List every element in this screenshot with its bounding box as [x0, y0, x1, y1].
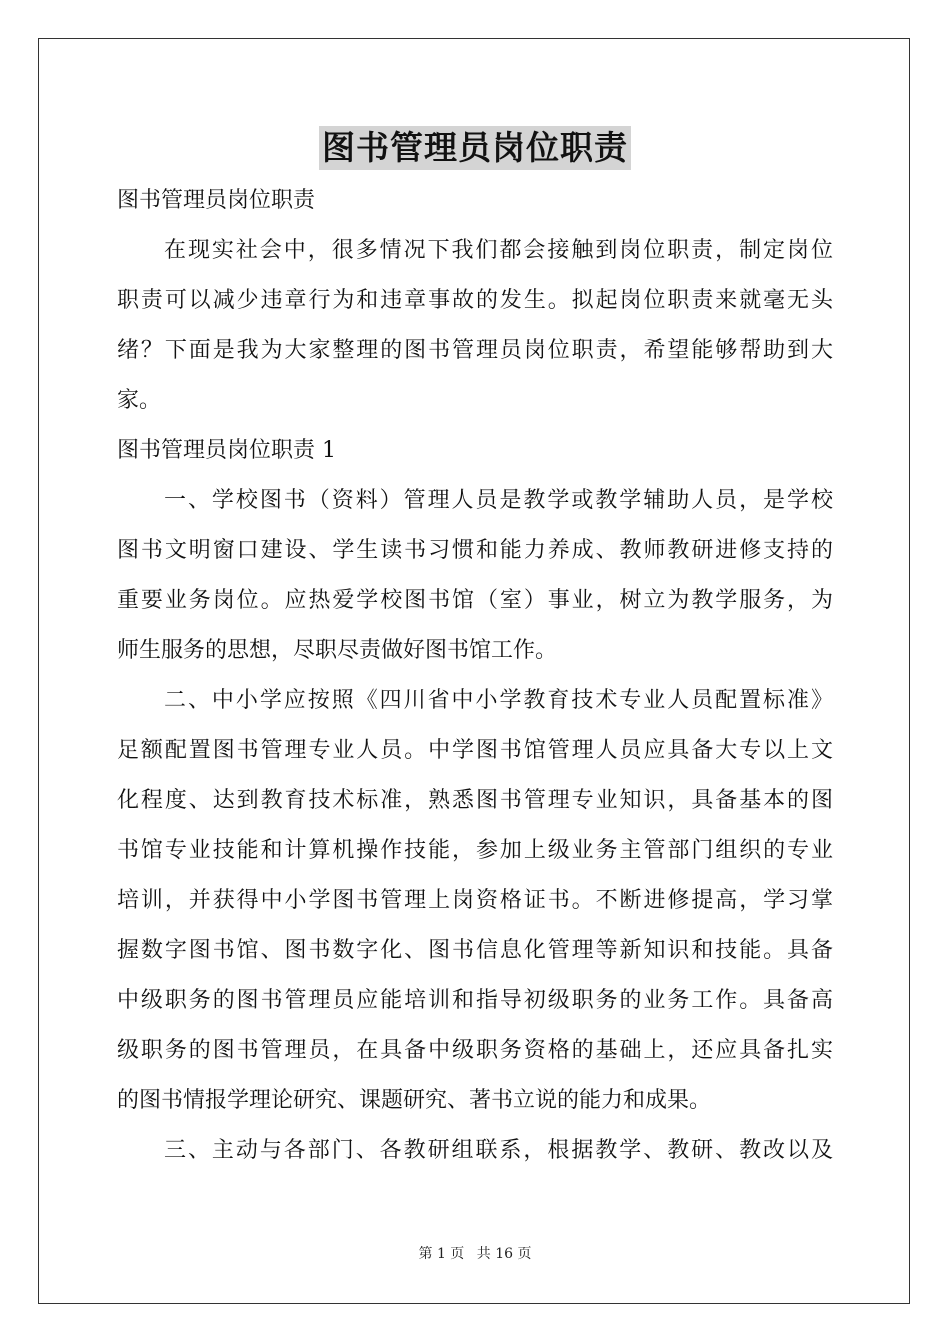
text-line: 图书文明窗口建设、学生读书习惯和能力养成、教师教研进修支持的 [117, 538, 833, 563]
text-line: 培训，并获得中小学图书管理上岗资格证书。不断进修提高，学习掌 [117, 888, 833, 913]
text-line: 图书管理员岗位职责 [117, 188, 316, 213]
text-line: 书馆专业技能和计算机操作技能，参加上级业务主管部门组织的专业 [117, 838, 833, 863]
document-title: 图书管理员岗位职责 [319, 126, 631, 170]
text-line: 在现实社会中，很多情况下我们都会接触到岗位职责，制定岗位 [164, 238, 833, 263]
text-line: 重要业务岗位。应热爱学校图书馆（室）事业，树立为教学服务，为 [117, 588, 833, 613]
text-line: 家。 [117, 388, 162, 413]
text-line: 绪？下面是我为大家整理的图书管理员岗位职责，希望能够帮助到大 [117, 338, 833, 363]
text-line: 二、中小学应按照《四川省中小学教育技术专业人员配置标准》 [164, 688, 833, 713]
text-line: 师生服务的思想，尽职尽责做好图书馆工作。 [117, 638, 558, 663]
title-container [0, 126, 950, 170]
text-line: 三、主动与各部门、各教研组联系，根据教学、教研、教改以及 [164, 1138, 833, 1163]
text-line: 一、学校图书（资料）管理人员是教学或教学辅助人员，是学校 [164, 488, 833, 513]
page-number: 第 1 页 [418, 1246, 465, 1262]
total-pages: 共 16 页 [476, 1246, 532, 1262]
text-line: 级职务的图书管理员，在具备中级职务资格的基础上，还应具备扎实 [117, 1038, 833, 1063]
text-line: 职责可以减少违章行为和违章事故的发生。拟起岗位职责来就毫无头 [117, 288, 833, 313]
text-line: 的图书情报学理论研究、课题研究、著书立说的能力和成果。 [117, 1088, 712, 1113]
text-line: 足额配置图书管理专业人员。中学图书馆管理人员应具备大专以上文 [117, 738, 833, 763]
text-line: 化程度、达到教育技术标准，熟悉图书管理专业知识，具备基本的图 [117, 788, 833, 813]
text-line: 握数字图书馆、图书数字化、图书信息化管理等新知识和技能。具备 [117, 938, 833, 963]
text-line: 中级职务的图书管理员应能培训和指导初级职务的业务工作。具备高 [117, 988, 833, 1013]
document-body [117, 176, 833, 1176]
page-footer [0, 1244, 950, 1264]
text-line: 图书管理员岗位职责 1 [117, 438, 336, 463]
